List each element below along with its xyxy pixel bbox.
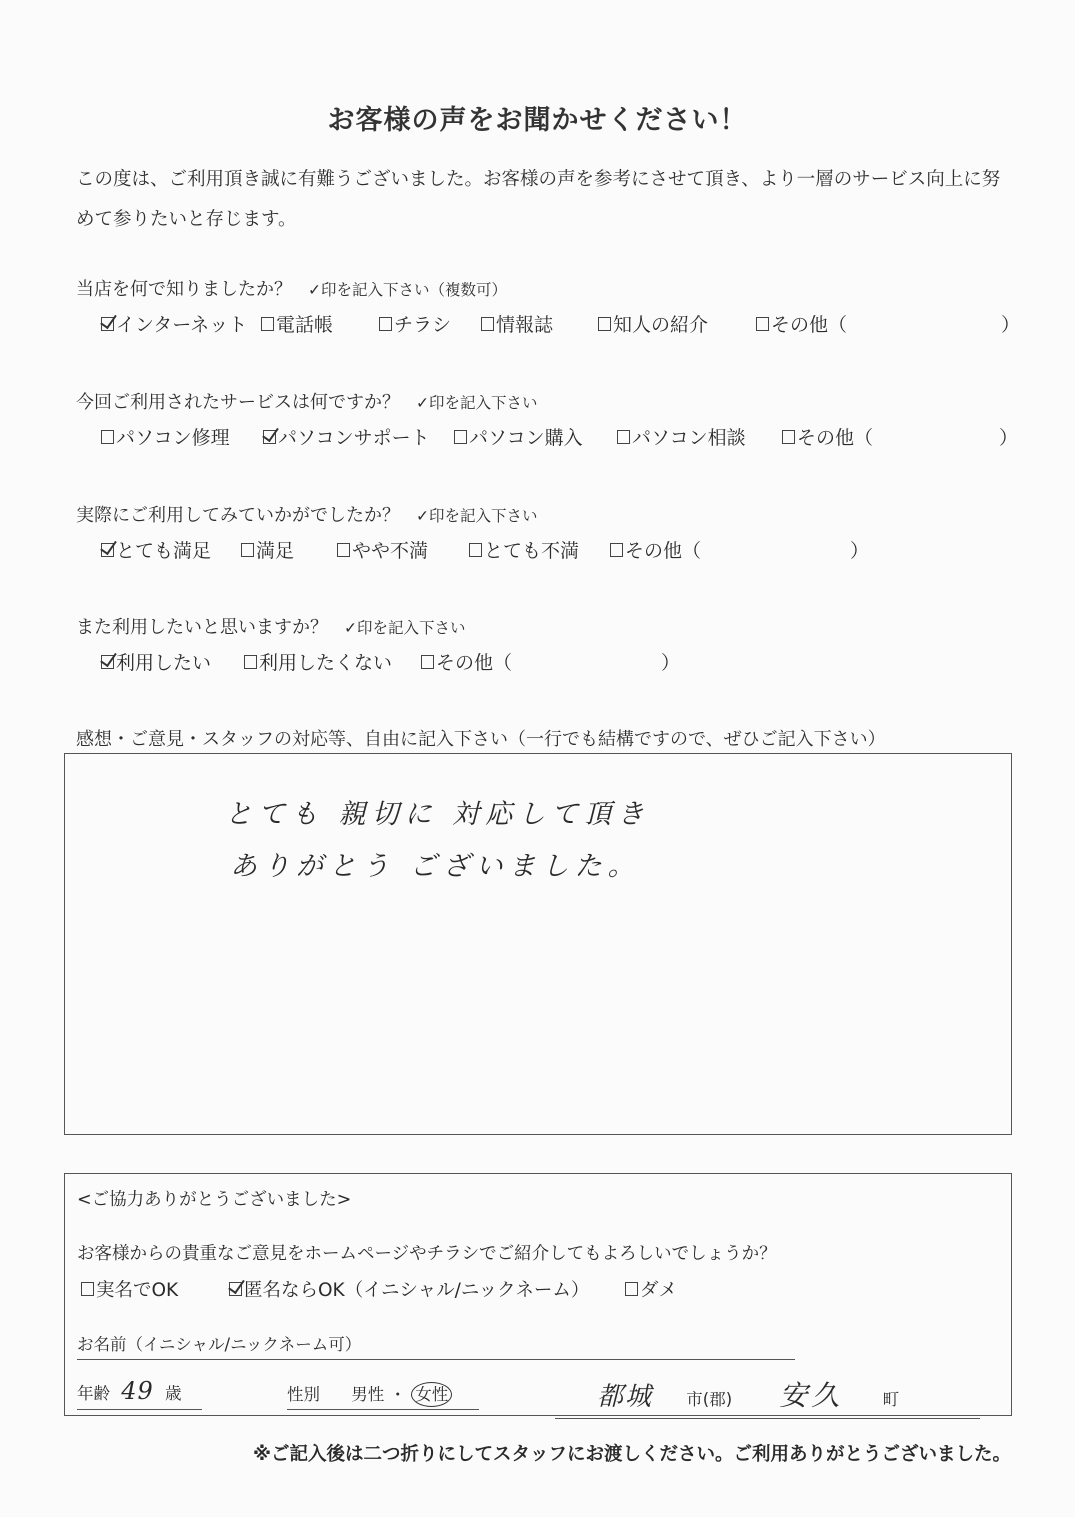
close-paren: ）	[661, 652, 681, 674]
address-field[interactable]	[555, 1374, 980, 1419]
permission-options	[81, 1276, 677, 1302]
checkbox-icon[interactable]	[241, 543, 254, 557]
close-paren: ）	[999, 427, 1019, 449]
checkbox-icon[interactable]	[469, 543, 482, 557]
option-very-dissatisfied[interactable]: とても不満	[469, 536, 610, 563]
checkbox-icon[interactable]	[481, 317, 494, 331]
option-real-name-ok[interactable]: 実名でOK	[81, 1276, 229, 1302]
checkbox-checked-icon[interactable]	[101, 317, 114, 331]
option-flyer[interactable]: チラシ	[379, 310, 481, 337]
form-title: お客様の声をお聞かせください！	[327, 105, 748, 136]
name-field[interactable]	[77, 1331, 795, 1360]
checkbox-icon[interactable]	[782, 430, 795, 444]
comments-label: 感想・ご意見・スタッフの対応等、自由に記入下さい（一行でも結構ですので、ぜひご記入下さい）	[76, 729, 886, 750]
option-other[interactable]: その他（	[756, 310, 1001, 337]
question-4	[76, 613, 466, 639]
question-4-label: また利用したいと思いますか？	[76, 617, 328, 638]
checkbox-icon[interactable]	[598, 317, 611, 331]
question-2-label: 今回ご利用されたサービスは何ですか？	[76, 392, 400, 413]
comment-line-1: とても 親切に 対応して頂き	[225, 799, 651, 830]
option-pc-consult[interactable]: パソコン相談	[617, 423, 782, 450]
checkbox-checked-icon[interactable]	[101, 655, 114, 669]
checkbox-checked-icon[interactable]	[101, 543, 114, 557]
gender-separator: ・	[389, 1385, 406, 1404]
question-1-label: 当店を何で知りましたか？	[76, 279, 292, 300]
option-pc-purchase[interactable]: パソコン購入	[454, 423, 617, 450]
question-3	[76, 501, 538, 527]
close-paren: ）	[1001, 314, 1021, 336]
question-1-options	[101, 310, 1020, 337]
option-use-again[interactable]: 利用したい	[101, 648, 244, 675]
gender-male[interactable]: 男性	[351, 1385, 385, 1404]
comments-box[interactable]	[64, 753, 1012, 1135]
option-somewhat-dissatisfied[interactable]: やや不満	[337, 536, 469, 563]
age-label: 年齢	[77, 1384, 110, 1403]
checkbox-icon[interactable]	[379, 317, 392, 331]
question-1	[76, 275, 507, 301]
town-label: 町	[882, 1390, 900, 1409]
option-phonebook[interactable]: 電話帳	[261, 310, 379, 337]
footer-note: ※ご記入後は二つ折りにしてスタッフにお渡しください。ご利用ありがとうございました。	[253, 1444, 1011, 1465]
question-3-hint: ✓印を記入下さい	[416, 507, 538, 525]
gender-female-circled[interactable]: 女性	[411, 1382, 452, 1407]
question-2	[76, 388, 538, 414]
checkbox-icon[interactable]	[337, 543, 350, 557]
option-not-use-again[interactable]: 利用したくない	[244, 648, 421, 675]
gender-label: 性別	[287, 1385, 320, 1404]
checkbox-icon[interactable]	[617, 430, 630, 444]
option-referral[interactable]: 知人の紹介	[598, 310, 756, 337]
permission-question: お客様からの貴重なご意見をホームページやチラシでご紹介してもよろしいでしょうか？	[77, 1244, 777, 1264]
age-unit: 歳	[165, 1384, 182, 1403]
option-satisfied[interactable]: 満足	[241, 536, 337, 563]
city-label: 市(郡)	[686, 1390, 733, 1409]
checkbox-checked-icon[interactable]	[229, 1282, 242, 1296]
checkbox-icon[interactable]	[756, 317, 769, 331]
thanks-text: <ご協力ありがとうございました>	[77, 1190, 352, 1210]
question-4-options	[101, 648, 680, 675]
intro-text: この度は、ご利用頂き誠に有難うございました。お客様の声を参考にさせて頂き、より一層のサービス向上に努めて参りたいと存じます。	[76, 169, 1001, 230]
option-very-satisfied[interactable]: とても満足	[101, 536, 241, 563]
option-anonymous-ok[interactable]: 匿名ならOK（イニシャル/ニックネーム）	[229, 1276, 625, 1302]
checkbox-icon[interactable]	[261, 317, 274, 331]
city-value: 都城	[597, 1382, 654, 1412]
checkbox-icon[interactable]	[101, 430, 114, 444]
option-no[interactable]: ダメ	[625, 1276, 677, 1302]
age-field[interactable]	[77, 1377, 202, 1410]
option-other[interactable]: その他（	[421, 648, 661, 675]
town-value: 安久	[779, 1379, 844, 1412]
comment-line-2: ありがとう ございました。	[230, 851, 641, 882]
question-1-hint: ✓印を記入下さい（複数可）	[308, 281, 507, 299]
option-pc-repair[interactable]: パソコン修理	[101, 423, 263, 450]
gender-field[interactable]	[287, 1381, 479, 1410]
question-3-label: 実際にご利用してみていかがでしたか？	[76, 505, 400, 526]
age-value: 49	[121, 1377, 154, 1405]
question-4-hint: ✓印を記入下さい	[344, 619, 466, 637]
checkbox-icon[interactable]	[454, 430, 467, 444]
checkbox-icon[interactable]	[81, 1282, 94, 1296]
checkbox-icon[interactable]	[610, 543, 623, 557]
name-label: お名前（イニシャル/ニックネーム可）	[77, 1335, 362, 1354]
close-paren: ）	[850, 540, 870, 562]
option-other[interactable]: その他（	[610, 536, 850, 563]
question-2-hint: ✓印を記入下さい	[416, 394, 538, 412]
option-magazine[interactable]: 情報誌	[481, 310, 598, 337]
option-pc-support[interactable]: パソコンサポート	[263, 423, 454, 450]
question-3-options	[101, 536, 869, 563]
checkbox-icon[interactable]	[421, 655, 434, 669]
permission-box	[64, 1173, 1012, 1416]
option-other[interactable]: その他（	[782, 423, 999, 450]
checkbox-icon[interactable]	[625, 1282, 638, 1296]
checkbox-icon[interactable]	[244, 655, 257, 669]
option-internet[interactable]: インターネット	[101, 310, 261, 337]
checkbox-checked-icon[interactable]	[263, 430, 276, 444]
question-2-options	[101, 423, 1018, 450]
